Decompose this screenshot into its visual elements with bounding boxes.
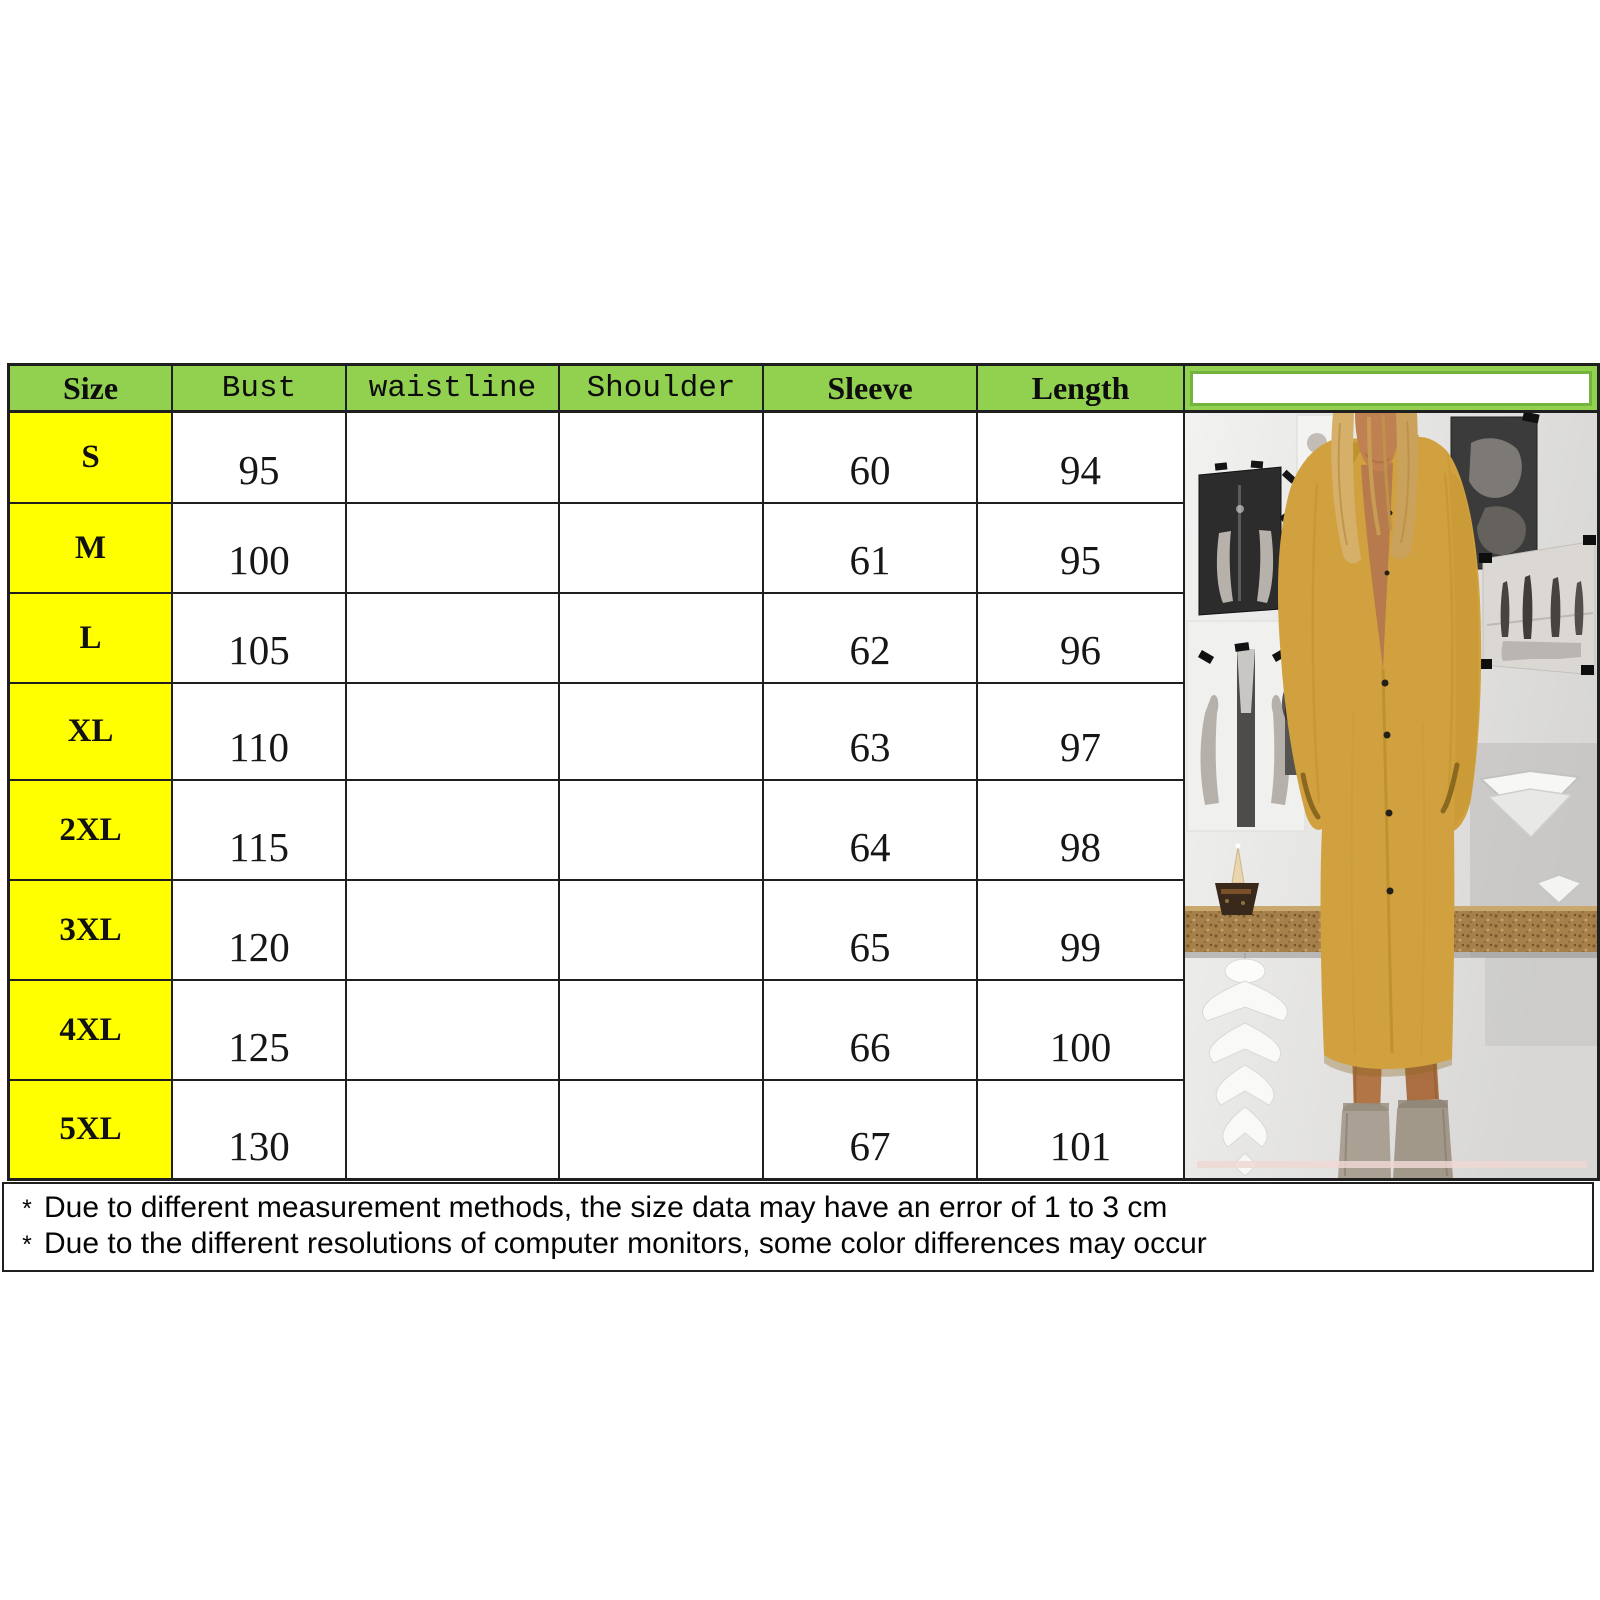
- col-header-size: Size: [10, 366, 173, 413]
- sleeve-value: 63: [764, 684, 978, 781]
- bust-value: 120: [173, 881, 347, 981]
- sleeve-value: 66: [764, 981, 978, 1081]
- note-text: Due to the different resolutions of computer monitors, some color differences may occur: [44, 1227, 1207, 1260]
- size-label: XL: [10, 684, 173, 781]
- sleeve-value: 65: [764, 881, 978, 981]
- shoulder-value: [560, 881, 764, 981]
- note-line: [10, 1191, 1582, 1227]
- col-header-length: Length: [978, 366, 1185, 413]
- bust-value: 115: [173, 781, 347, 881]
- sleeve-value: 67: [764, 1081, 978, 1178]
- size-label: 3XL: [10, 881, 173, 981]
- product-photo: [1185, 413, 1597, 1178]
- waistline-value: [347, 1081, 560, 1178]
- bust-value: 110: [173, 684, 347, 781]
- waistline-value: [347, 981, 560, 1081]
- length-value: 95: [978, 504, 1185, 594]
- length-value: 99: [978, 881, 1185, 981]
- shoulder-value: [560, 684, 764, 781]
- floor-strip: [1197, 1161, 1587, 1168]
- length-value: 96: [978, 594, 1185, 684]
- sleeve-value: 61: [764, 504, 978, 594]
- col-header-shoulder: Shoulder: [560, 366, 764, 413]
- bust-value: 95: [173, 413, 347, 504]
- length-value: 100: [978, 981, 1185, 1081]
- shoulder-value: [560, 981, 764, 1081]
- product-photo-illustration: [1185, 413, 1597, 1178]
- size-chart-table: [7, 363, 1600, 1181]
- note-line: [10, 1227, 1582, 1263]
- length-value: 97: [978, 684, 1185, 781]
- bust-value: 105: [173, 594, 347, 684]
- waistline-value: [347, 781, 560, 881]
- shoulder-value: [560, 413, 764, 504]
- waistline-value: [347, 504, 560, 594]
- col-header-waistline: waistline: [347, 366, 560, 413]
- size-label: L: [10, 594, 173, 684]
- shoulder-value: [560, 594, 764, 684]
- col-header-sleeve: Sleeve: [764, 366, 978, 413]
- sleeve-value: 62: [764, 594, 978, 684]
- shoulder-value: [560, 504, 764, 594]
- note-text: Due to different measurement methods, the size data may have an error of 1 to 3 cm: [44, 1191, 1168, 1224]
- bust-value: 130: [173, 1081, 347, 1178]
- bust-value: 125: [173, 981, 347, 1081]
- photo-header-inner-box: [1190, 371, 1592, 406]
- size-label: M: [10, 504, 173, 594]
- length-value: 94: [978, 413, 1185, 504]
- note-bullet: *: [22, 1195, 32, 1223]
- size-label: S: [10, 413, 173, 504]
- sleeve-value: 60: [764, 413, 978, 504]
- size-label: 2XL: [10, 781, 173, 881]
- note-bullet: *: [22, 1231, 32, 1259]
- length-value: 98: [978, 781, 1185, 881]
- bust-value: 100: [173, 504, 347, 594]
- waistline-value: [347, 881, 560, 981]
- waistline-value: [347, 684, 560, 781]
- photo-header-cell: [1185, 366, 1597, 413]
- sleeve-value: 64: [764, 781, 978, 881]
- waistline-value: [347, 594, 560, 684]
- shoulder-value: [560, 1081, 764, 1178]
- length-value: 101: [978, 1081, 1185, 1178]
- size-label: 5XL: [10, 1081, 173, 1178]
- size-label: 4XL: [10, 981, 173, 1081]
- waistline-value: [347, 413, 560, 504]
- col-header-bust: Bust: [173, 366, 347, 413]
- notes-box: [2, 1182, 1594, 1272]
- shoulder-value: [560, 781, 764, 881]
